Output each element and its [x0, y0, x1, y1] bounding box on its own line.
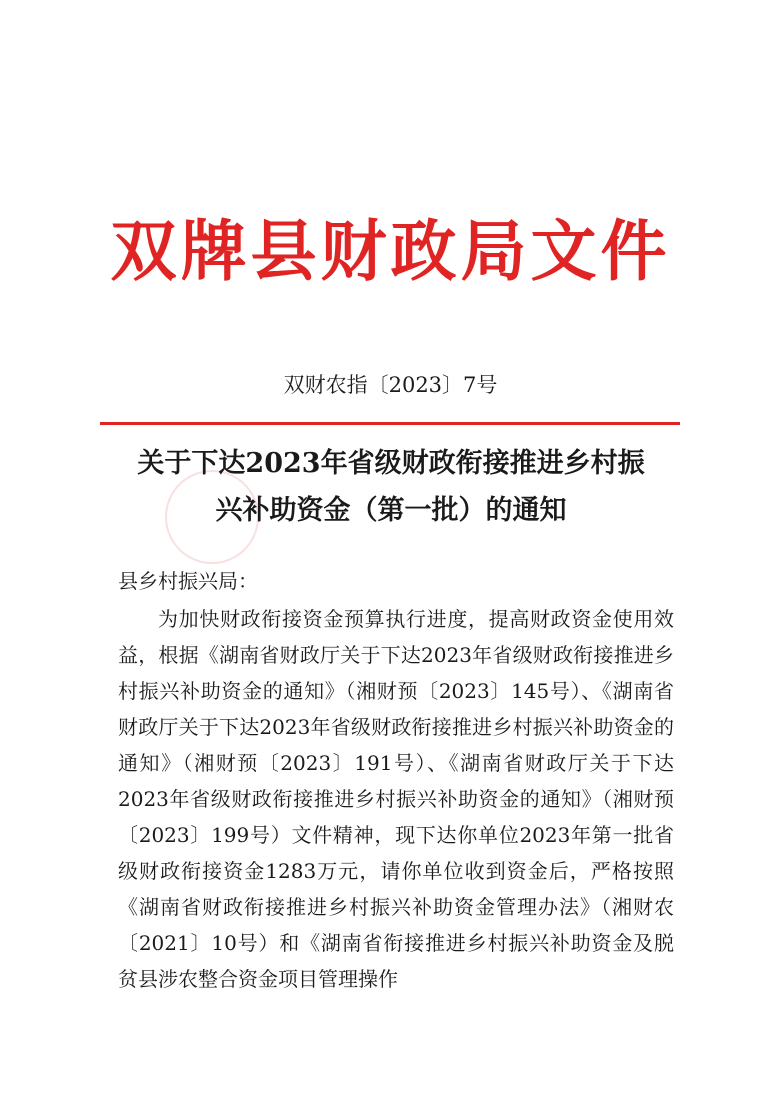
notice-title: [96, 440, 686, 534]
document-number: 双财农指〔2023〕7号: [283, 373, 498, 397]
red-divider-line: [100, 422, 680, 425]
notice-title-line-2: 兴补助资金（第一批）的通知: [215, 495, 567, 526]
notice-title-line-1: 关于下达2023年省级财政衔接推进乡村振: [137, 448, 645, 479]
document-header-title: 双牌县财政局文件: [110, 212, 671, 290]
salutation: 县乡村振兴局：: [118, 569, 258, 593]
body-paragraph: 为加快财政衔接资金预算执行进度，提高财政资金使用效益，根据《湖南省财政厅关于下达2023年省级财政衔接推进乡村振兴补助资金的通知》（湘财预〔2023〕145号）、《湖南省财政厅关于下达2023年省级财政衔接推进乡村振兴补助资金的通知》（湘财预〔2023〕191号）、《湖南省财政厅关于下达2023年省级财政衔接推进乡村振兴补助资金的通知》（湘财预〔2023〕199号）文件精神，现下达你单位2023年第一批省级财政衔接资金1283万元，请你单位收到资金后，严格按照《湖南省财政衔接推进乡村振兴补助资金管理办法》（湘财农〔2021〕10号）和《湖南省衔接推进乡村振兴补助资金及脱贫县涉农整合资金项目管理操作: [118, 607, 674, 991]
